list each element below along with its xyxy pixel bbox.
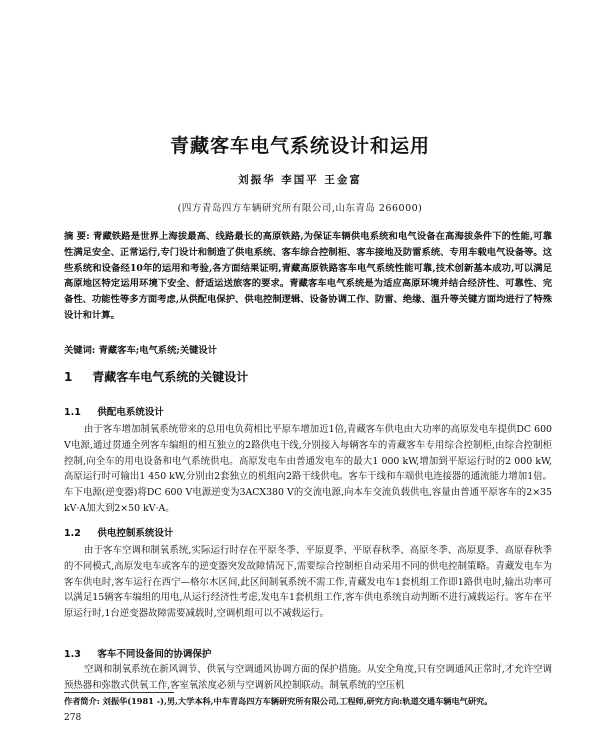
paragraph: 空调和制氧系统在新风调节、供氧与空调通风协调方面的保护措施。从安全角度,只有空调通风正常时,才允许空调预热器和弥散式供氧工作,客室氧浓度必须与空调新风控制联动。制氧系统的空压机 — [64, 664, 552, 691]
section-number: 1 — [64, 370, 73, 384]
abstract — [64, 229, 552, 324]
subsection-number: 1.2 — [64, 528, 81, 539]
subsection-title: 供配电系统设计 — [97, 407, 164, 418]
abstract-label: 摘 要: — [64, 231, 90, 242]
keywords-text: 青藏客车;电气系统;关键设计 — [98, 345, 218, 356]
author-footnote — [64, 695, 552, 707]
keywords-label: 关键词: — [64, 345, 96, 356]
section-heading — [64, 368, 248, 385]
subsection-heading — [64, 646, 211, 660]
section-title-text: 青藏客车电气系统的关键设计 — [92, 370, 249, 384]
footnote-divider — [64, 692, 174, 693]
subsection-number: 1.3 — [64, 649, 81, 660]
page-number: 278 — [64, 713, 82, 723]
footnote-label: 作者简介: — [64, 696, 100, 706]
paragraph: 由于客车增加制氧系统带来的总用电负荷相比平原车增加近1倍,青藏客车供电由大功率的高原发电车提供DC 600 V电源,通过贯通全列客车编组的相互独立的2路供电干线,分别接入每辆客车的青藏客车专用综合控制柜,由综合控制柜控制,向全车的用电设备和电气系统供电。高原发电车由普通发电车的最大1 000 kW,增加到平原运行时的2 000 kW,高原运行时可输出1 450 kW,分别由2套独立的机组向2路干线供电。客车干线和车端供电连接器的通流能力增加1倍。车下电源(逆变器)将DC 600 V电源逆变为3ACX380 V的交流电源,向本车交流负载供电,容量由普通平原客车的2×35 kV·A加大到2×50 kV·A。 — [64, 424, 552, 514]
subsection-title: 客车不同设备间的协调保护 — [97, 649, 212, 660]
footnote-text: 刘振华(1981 -),男,大学本科,中车青岛四方车辆研究所有限公司,工程师,研究方向:轨道交通车辆电气研究。 — [102, 696, 493, 706]
paper-title: 青藏客车电气系统设计和运用 — [169, 135, 430, 157]
abstract-text: 青藏铁路是世界上海拔最高、线路最长的高原铁路,为保证车辆供电系统和电气设备在高海拔条件下的性能,可靠性满足安全、正常运行,专门设计和制造了供电系统、客车综合控制柜、客车接地及防雷系统、专用车载电气设备等。这些系统和设备经10年的运用和考验,各方面结果证明,青藏高原铁路客车电气系统性能可靠,技术创新基本成功,可以满足高原地区特定运用环境下安全、舒适运送旅客的要求。青藏客车电气系统是为适应高原环境并结合经济性、可靠性、完备性、功能性等多方面考虑,从供配电保护、供电控制逻辑、设备协调工作、防雷、绝缘、温升等关键方面均进行了特殊设计和计算。 — [64, 231, 552, 321]
paragraph: 由于客车空调和制氧系统,实际运行时存在平原冬季、平原夏季、平原春秋季、高原冬季、高原夏季、高原春秋季的不同模式,高原发电车或客车的逆变器突发故障情况下,需要综合控制柜自动采用不同的供电控制策略。青藏发电车为客车供电时,客车运行在西宁—格尔木区间,此区间制氧系统不需工作,青藏发电车1套机组工作即1路供电时,输出功率可以满足15辆客车编组的用电,从运行经济性考虑,发电车1套机组工作,客车供电系统自动判断不进行减载运行。客车在平原运行时,1台逆变器故障需要减载时,空调机组可以不减载运行。 — [64, 545, 552, 620]
subsection-number: 1.1 — [64, 407, 81, 418]
author-affiliation: (四方青岛四方车辆研究所有限公司,山东青岛 266000) — [177, 203, 423, 214]
subsection-title: 供电控制系统设计 — [97, 528, 174, 539]
subsection-heading — [64, 525, 173, 539]
author-list: 刘振华 李国平 王金富 — [238, 174, 362, 186]
keywords — [64, 342, 552, 356]
subsection-heading — [64, 404, 164, 418]
